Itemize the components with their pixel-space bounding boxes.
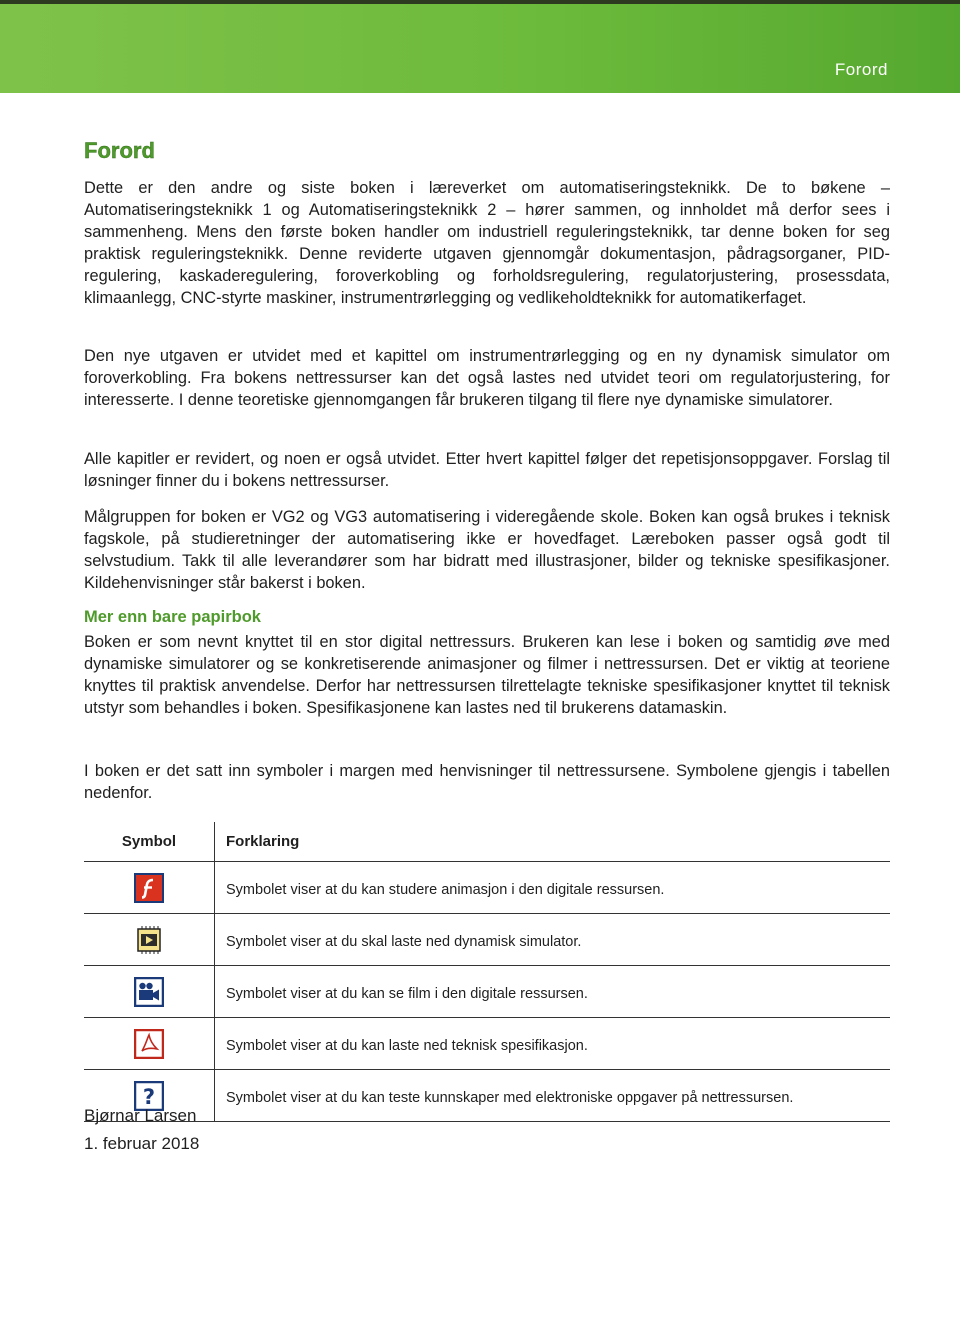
paragraph-new-edition: Den nye utgaven er utvidet med et kapittel om instrumentrørlegging og en ny dynamisk simulator om foroverkobling. Fra bokens nettressurser kan det også lastes ned utvidet teori om regulatorjustering, for interesserte. I denne teoretiske gjennomgangen får brukeren tilgang til flere nye dynamiske simulatorer. [84, 347, 890, 409]
row-explanation: Symbolet viser at du kan studere animasjon i den digitale ressursen. [215, 862, 891, 914]
signature-date: 1. februar 2018 [84, 1134, 200, 1153]
row-explanation: Symbolet viser at du kan se film i den digitale ressursen. [215, 966, 891, 1018]
row-explanation: Symbolet viser at du skal laste ned dynamisk simulator. [215, 914, 891, 966]
header-band [0, 0, 960, 93]
row-explanation: Symbolet viser at du kan laste ned teknisk spesifikasjon. [215, 1018, 891, 1070]
author-name: Bjørnar Larsen [84, 1106, 197, 1125]
table-row [84, 966, 890, 1018]
paragraph-chapters: Alle kapitler er revidert, og noen er også utvidet. Etter hvert kapittel følger det repetisjonsoppgaver. Forslag til løsninger finner du i bokens nettressurser. [84, 450, 890, 490]
simulator-icon [134, 925, 164, 955]
row-explanation: Symbolet viser at du kan teste kunnskaper med elektroniske oppgaver på nettressursen. [215, 1070, 891, 1122]
paragraph-target-group: Målgruppen for boken er VG2 og VG3 automatisering i videregående skole. Boken kan også brukes i teknisk fagskole, på studieretninger der automatisering ikke er hovedfaget. Læreboken passer også godt til selvstudium. Takk til alle leverandører som har bidratt med illustrasjoner, bilder og tekniske spesifikasjoner. Kildehenvisninger står bakerst i boken. [84, 508, 890, 592]
symbol-table [84, 822, 890, 1122]
page-title: Forord [84, 138, 155, 163]
column-header-explanation: Forklaring [215, 822, 891, 862]
paragraph-digital-resource: Boken er som nevnt knyttet til en stor digital nettressurs. Brukeren kan lese i boken og samtidig øve med dynamiske simulatorer og se konkretiserende animasjoner og filmer i nettressursen. Det er viktig at teoriene knyttes til praktisk anvendelse. Derfor har nettressursen tilrettelagte tekniske spesifikasjoner knyttet til teknisk utstyr som behandles i boken. Spesifikasjonene kan lastes ned til brukerens datamaskin. [84, 633, 890, 717]
table-row [84, 1018, 890, 1070]
svg-text:?: ? [142, 1084, 156, 1109]
paragraph-symbols-intro: I boken er det satt inn symboler i margen med henvisninger til nettressursene. Symbolene gjengis i tabellen nedenfor. [84, 762, 890, 802]
table-header-row [84, 822, 890, 862]
running-header-title: Forord [834, 60, 888, 79]
subheading-more-than-paper: Mer enn bare papirbok [84, 608, 261, 626]
table-row [84, 862, 890, 914]
table-row [84, 914, 890, 966]
table-row [84, 1070, 890, 1122]
signature-block [84, 1102, 199, 1158]
film-camera-icon [134, 977, 164, 1007]
flash-animation-icon [134, 873, 164, 903]
column-header-symbol: Symbol [84, 822, 215, 862]
paragraph-intro: Dette er den andre og siste boken i læreverket om automatiseringsteknikk. De to bøkene – Automatiseringsteknikk 1 og Automatiseringsteknikk 2 – hører sammen, og innholdet må derfor sees i sammenheng. Mens den første boken handler om industriell reguleringsteknikk, tar denne boken for seg praktisk reguleringsteknikk. Denne reviderte utgaven gjennomgår dokumentasjon, pådragsorganer, PID-regulering, kaskaderegulering, foroverkobling og forholdsregulering, regulatorjustering, prosessdata, klimaanlegg, CNC-styrte maskiner, instrumentrørlegging og vedlikeholdteknikk for automatikerfaget. [84, 179, 890, 307]
pdf-icon [134, 1029, 164, 1059]
